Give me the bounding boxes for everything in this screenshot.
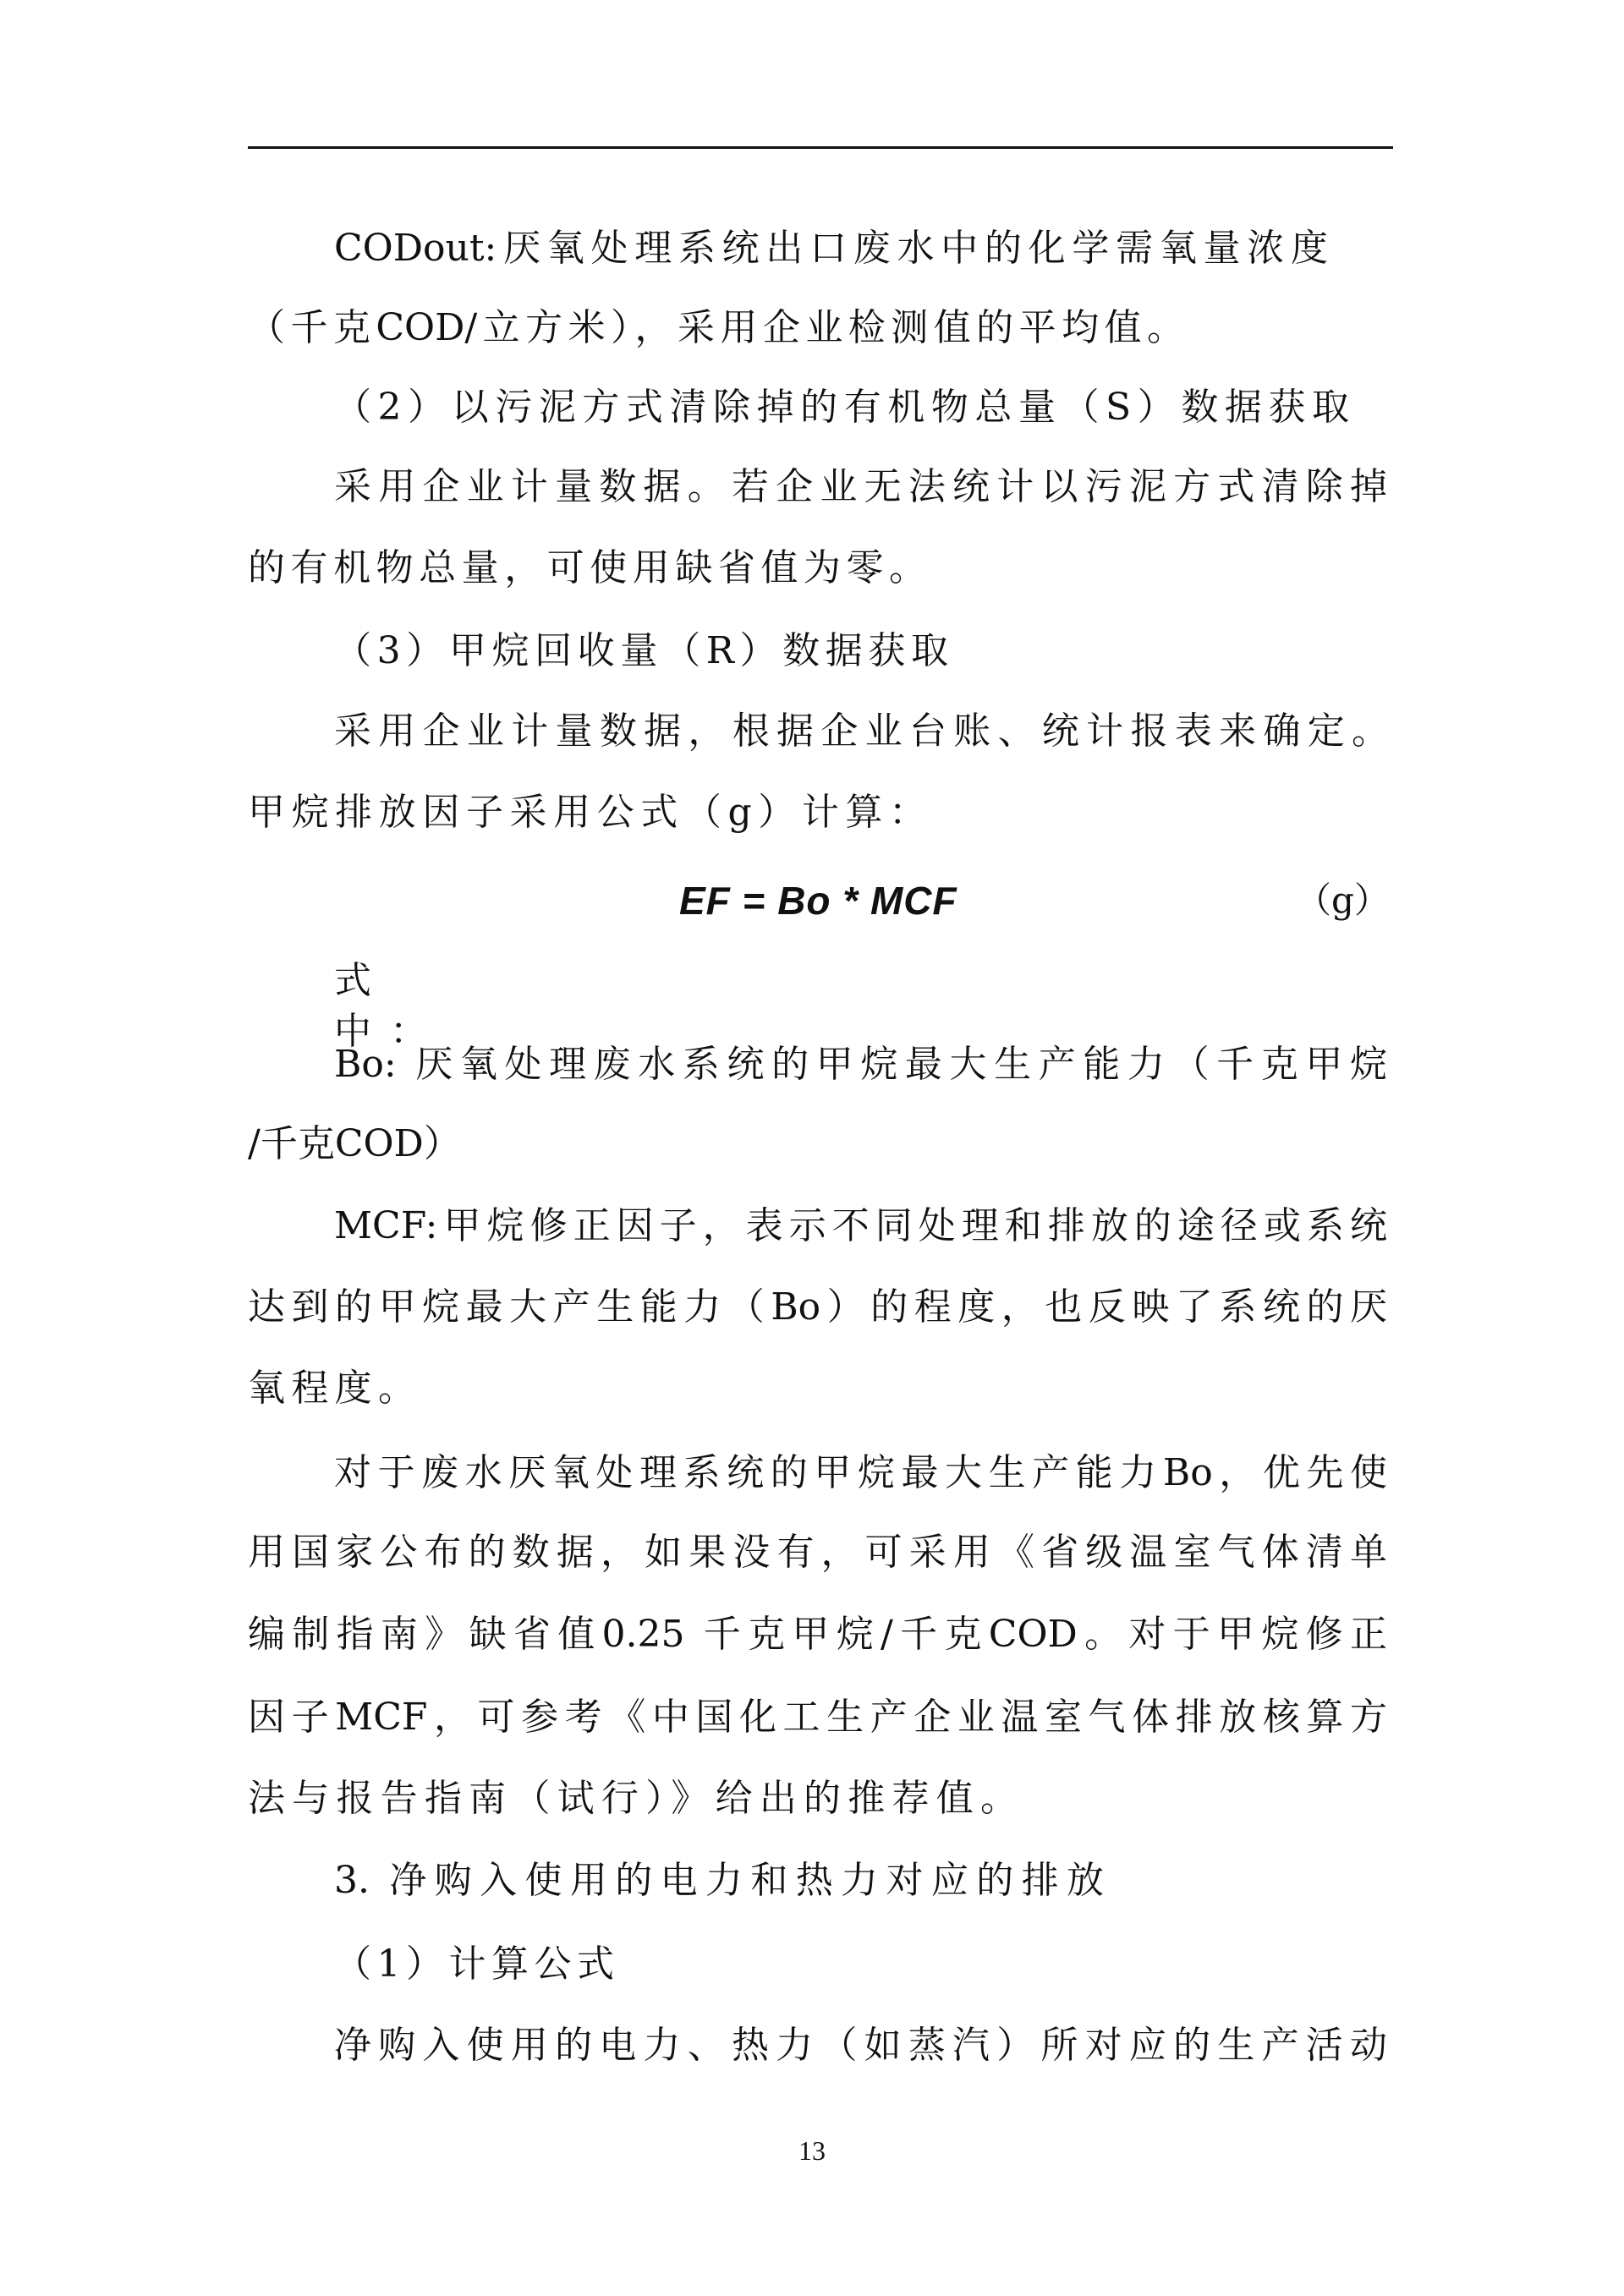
text-line-11: /千克COD） — [248, 1122, 461, 1165]
text-line-22: 净购入使用的电力、热力（如蒸汽）所对应的生产活动 — [334, 2024, 1387, 2067]
text-line-17: 编制指南》缺省值0.25 千克甲烷/千克COD。对于甲烷修正 — [248, 1613, 1387, 1656]
text-line-12: MCF:甲烷修正因子，表示不同处理和排放的途径或系统 — [334, 1204, 1387, 1247]
text-line-9: 式中： — [334, 959, 427, 1053]
text-line-19: 法与报告指南（试行）》给出的推荐值。 — [248, 1777, 1018, 1820]
text-line-20: 3. 净购入使用的电力和热力对应的排放 — [334, 1859, 1104, 1902]
text-line-5: 的有机物总量，可使用缺省值为零。 — [248, 546, 926, 589]
page-number: 13 — [798, 2135, 826, 2166]
text-line-1: CODout:厌氧处理系统出口废水中的化学需氧量浓度 — [334, 227, 1328, 270]
header-rule — [248, 146, 1393, 149]
text-line-16: 用国家公布的数据，如果没有，可采用《省级温室气体清单 — [248, 1531, 1387, 1574]
text-line-13: 达到的甲烷最大产生能力（Bo）的程度，也反映了系统的厌 — [248, 1285, 1387, 1329]
text-line-21: （1）计算公式 — [334, 1943, 614, 1986]
equation-number: （g） — [1296, 879, 1390, 921]
text-line-8: 甲烷排放因子采用公式（g）计算： — [248, 791, 926, 834]
text-line-2: （千克COD/立方米），采用企业检测值的平均值。 — [248, 306, 1184, 349]
text-line-18: 因子MCF，可参考《中国化工生产企业温室气体排放核算方 — [248, 1696, 1387, 1739]
text-line-14: 氧程度。 — [248, 1367, 415, 1410]
text-line-6: （3）甲烷回收量（R）数据获取 — [334, 629, 948, 672]
text-line-3: （2）以污泥方式清除掉的有机物总量（S）数据获取 — [334, 386, 1349, 429]
text-line-15: 对于废水厌氧处理系统的甲烷最大生产能力Bo，优先使 — [334, 1451, 1387, 1494]
text-line-4: 采用企业计量数据。若企业无法统计以污泥方式清除掉 — [334, 465, 1387, 508]
equation-ef: EF = Bo * MCF — [679, 879, 957, 923]
text-line-7: 采用企业计量数据，根据企业台账、统计报表来确定。 — [334, 710, 1389, 753]
text-line-10: Bo: 厌氧处理废水系统的甲烷最大生产能力（千克甲烷 — [334, 1043, 1387, 1086]
